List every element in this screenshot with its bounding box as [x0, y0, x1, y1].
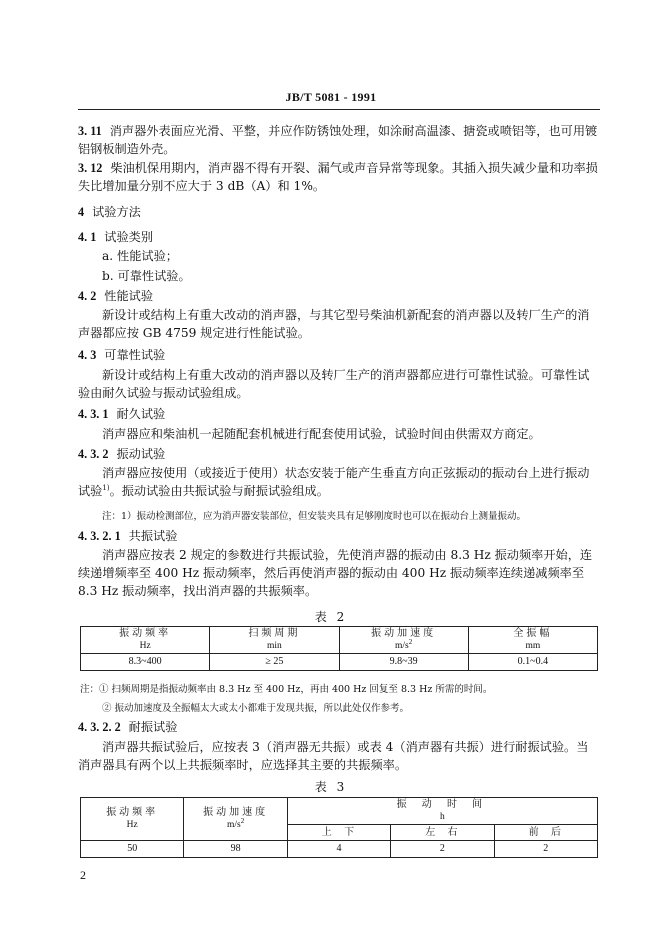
clause-4-3-2-2: [78, 718, 600, 736]
clause-4-3-2-2-body: 消声器共振试验后，应按表 3（消声器无共振）或表 4（消声器有共振）进行耐振试验。当消声器具有两个以上共振频率时，应选择其主要的共振频率。: [78, 740, 589, 772]
header-label: 振动频率: [106, 807, 159, 818]
clause-text: 耐振试验: [128, 720, 178, 734]
clause-4-2: [78, 287, 600, 305]
header-label: 振动频率: [119, 628, 172, 639]
table-cell: 8.3~400: [81, 654, 210, 671]
clause-3-12: [78, 159, 600, 195]
table-3-caption: 表 3: [314, 780, 348, 794]
header-unit: mm: [525, 641, 541, 651]
clause-4-3-2-1: [78, 527, 600, 545]
clause-text: 可靠性试验: [104, 348, 166, 362]
header-label: 振动加速度: [371, 628, 437, 639]
clause-4-3-2: [78, 445, 600, 463]
page-number: 2: [80, 868, 86, 882]
list-item-b: b. 可靠性试验。: [102, 269, 191, 283]
table-3: [80, 797, 598, 858]
table-header: [339, 627, 468, 654]
table-cell: 2: [494, 841, 597, 858]
clause-number: 4: [78, 205, 85, 219]
clause-text: 柴油机保用期内，消声器不得有开裂、漏气或声音异常等现象。其插入损失减少量和功率损失比增加量分别不应大于 3 dB（A）和 1%。: [78, 161, 598, 193]
table-2-caption: 表 2: [314, 610, 348, 624]
clause-number: 4. 2: [78, 289, 97, 303]
clause-text: 消声器外表面应光滑、平整，并应作防锈蚀处理，如涂耐高温漆、搪瓷或喷铝等，也可用镀铝钢板制造外壳。: [78, 124, 598, 156]
table-cell: ≥ 25: [210, 654, 339, 671]
clause-4-3-body: 新设计或结构上有重大改动的消声器以及转厂生产的消声器都应进行可靠性试验。可靠性试验由耐久试验与振动试验组成。: [78, 368, 590, 400]
footnote-ref: 1): [102, 483, 110, 492]
body-text: 消声器应按使用（或接近于使用）状态安装于能产生垂直方向正弦振动的振动台上进行振动试验: [78, 466, 590, 498]
table-2: [80, 626, 598, 671]
clause-number: 4. 1: [78, 230, 97, 244]
clause-number: 4. 3. 2. 1: [78, 529, 121, 543]
table-header: [210, 627, 339, 654]
header-label: 振 动 时 间: [396, 799, 489, 810]
table-cell: 50: [81, 841, 184, 858]
standard-number: JB/T 5081 - 1991: [285, 90, 377, 104]
table-subheader: 上 下: [287, 825, 390, 841]
header-unit: min: [266, 641, 282, 651]
clause-number: 3. 12: [78, 161, 103, 175]
table-row: [81, 654, 598, 671]
header-rule: [78, 109, 600, 110]
clause-text: 性能试验: [104, 289, 154, 303]
table-subheader: 前 后: [494, 825, 597, 841]
clause-4-3-1: [78, 405, 600, 423]
clause-number: 4. 3. 2: [78, 447, 109, 461]
table-header: [81, 627, 210, 654]
table-cell: 0.1~0.4: [468, 654, 597, 671]
list-item-a: a. 性能试验；: [102, 249, 178, 263]
table-cell: 4: [287, 841, 390, 858]
body-text: 。振动试验由共振试验与耐振试验组成。: [109, 484, 329, 498]
clause-4-1: [78, 228, 600, 246]
clause-text: 试验方法: [92, 205, 141, 219]
clause-3-11: [78, 122, 600, 158]
clause-number: 4. 3. 1: [78, 407, 109, 421]
table-header: [184, 798, 287, 841]
table-2-note-1: 注：① 扫频周期是指振动频率由 8.3 Hz 至 400 Hz，再由 400 Hz 回复至 8.3 Hz 所需的时间。: [80, 684, 493, 695]
clause-number: 3. 11: [78, 124, 102, 138]
table-header: [468, 627, 597, 654]
clause-text: 振动试验: [116, 447, 166, 461]
header-unit: Hz: [139, 641, 151, 651]
table-2-note-2: ② 振动加速度及全振幅太大或太小都难于发现共振，所以此处仅作参考。: [102, 703, 410, 714]
table-row: [81, 841, 598, 858]
header-label: 振动加速度: [203, 807, 269, 818]
header-unit: $m/s^2$: [226, 816, 245, 830]
footnote: 注：1）振动检测部位，应为消声器安装部位，但安装夹具有足够刚度时也可以在振动台上测量振动。: [102, 511, 527, 522]
clause-4-3-1-body: 消声器应和柴油机一起随配套机械进行配套使用试验，试验时间由供需双方商定。: [102, 427, 541, 441]
header-label: 扫频周期: [248, 628, 301, 639]
table-subheader: 左 右: [391, 825, 494, 841]
clause-text: 耐久试验: [116, 407, 166, 421]
clause-4-3: [78, 346, 600, 364]
header-label: 全振幅: [513, 628, 553, 639]
clause-number: 4. 3: [78, 348, 97, 362]
clause-4-3-2-body: [78, 464, 600, 500]
table-header: [81, 798, 184, 841]
table-cell: 9.8~39: [339, 654, 468, 671]
clause-number: 4. 3. 2. 2: [78, 720, 121, 734]
section-4-heading: [78, 203, 600, 221]
header-unit: Hz: [126, 820, 138, 830]
clause-text: 试验类别: [104, 230, 154, 244]
clause-4-2-body: 新设计或结构上有重大改动的消声器，与其它型号柴油机新配套的消声器以及转厂生产的消声器都应按 GB 4759 规定进行性能试验。: [78, 308, 590, 340]
clause-text: 共振试验: [128, 529, 178, 543]
table-cell: 2: [391, 841, 494, 858]
table-header: [287, 798, 597, 825]
header-unit: h: [440, 812, 445, 822]
header-unit: $m/s^2$: [395, 637, 413, 651]
table-cell: 98: [184, 841, 287, 858]
clause-4-3-2-1-body: 消声器应按表 2 规定的参数进行共振试验，先使消声器的振动由 8.3 Hz 振动频率开始，连续递增频率至 400 Hz 振动频率，然后再使消声器的振动由 400 Hz 振动频率连续递减频率至 8.3 Hz 振动频率，找出消声器的共振频率。: [78, 548, 593, 598]
